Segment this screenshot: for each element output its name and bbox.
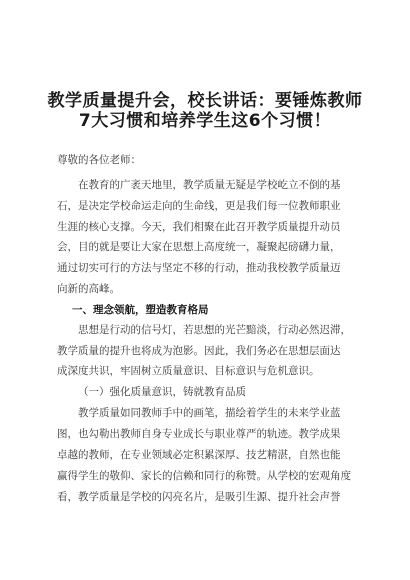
intro-line: 向新的高峰。 <box>57 283 120 295</box>
section-1-line: 思想是行动的信号灯，若思想的光芒黯淡，行动必然迟滞， <box>78 324 351 336</box>
subsection-1-line: 看，教学质量是学校的闪亮名片，是吸引生源、提升社会声誉 <box>57 491 341 503</box>
intro-line: 会，目的就是要让大家在思想上高度统一，凝聚起磅礴力量， <box>57 241 341 253</box>
subsection-1-line: 图，也勾勒出教师自身专业成长与职业尊严的轨迹。教学成果 <box>57 428 341 440</box>
subsection-1-line: 教学质量如同教师手中的画笔，描绘着学生的未来学业蓝 <box>78 407 341 419</box>
subsection-1-line: 卓越的教师，在专业领域必定积累深厚、技艺精湛，自然也能 <box>57 449 341 461</box>
subsection-1-line: 赢得学生的敬仰、家长的信赖和同行的称赞。从学校的宏观角度 <box>57 470 351 482</box>
intro-line: 通过切实可行的方法与坚定不移的行动，推动我校教学质量迈 <box>57 262 341 274</box>
title-line-2: 7大习惯和培养学生这6个习惯！ <box>78 111 332 131</box>
section-1-line: 成深度共识，牢固树立质量意识、目标意识与危机意识。 <box>57 365 320 377</box>
intro-line: 在教育的广袤天地里，教学质量无疑是学校屹立不倒的基 <box>78 179 341 191</box>
greeting: 尊敬的各位老师： <box>57 154 141 166</box>
title-line-1: 教学质量提升会，校长讲话：要锤炼教师 <box>47 91 363 111</box>
intro-line: 石，是决定学校命运走向的生命线，更是我们每一位教师职业 <box>57 200 341 212</box>
section-1-heading: 一、理念领航，塑造教育格局 <box>72 304 209 316</box>
section-1-line: 教学质量的提升也将成为泡影。因此，我们务必在思想层面达 <box>57 345 341 357</box>
subsection-1-heading: （一）强化质量意识，铸就教育品质 <box>78 386 246 398</box>
intro-line: 生涯的核心支撑。今天，我们相聚在此召开教学质量提升动员 <box>57 221 341 233</box>
